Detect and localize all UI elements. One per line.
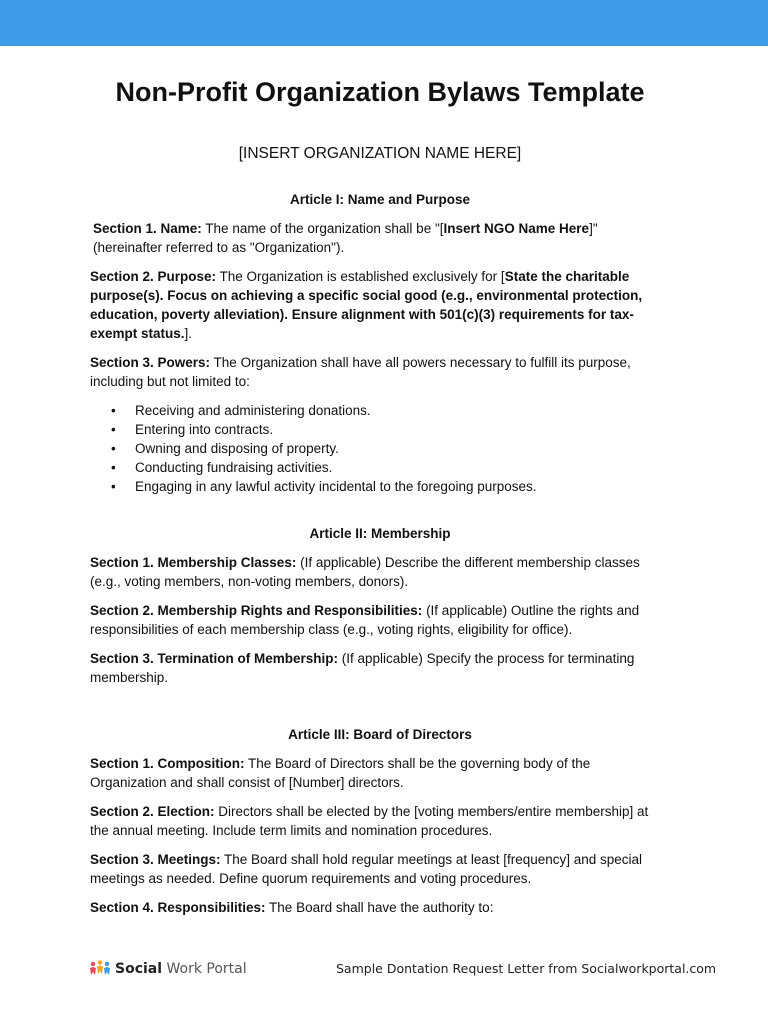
section-text: ]" (hereinafter referred to as "Organization"). (93, 221, 598, 255)
social-work-portal-logo (89, 959, 247, 979)
page-title: Non-Profit Organization Bylaws Template (115, 77, 645, 107)
list-item: • Receiving and administering donations. (135, 401, 670, 420)
section-label: Section 1. Name: (93, 221, 202, 236)
list-item: • Owning and disposing of property. (135, 439, 670, 458)
placeholder-bold: Insert NGO Name Here (443, 221, 590, 236)
article-3-heading: Article III: Board of Directors (288, 727, 472, 742)
section-text: The Organization is established exclusively for [ (216, 269, 505, 284)
article-3-section-4 (90, 898, 670, 917)
section-label: Section 3. Termination of Membership: (90, 651, 339, 666)
article-3-section-2 (90, 802, 670, 840)
article-1-heading: Article I: Name and Purpose (289, 192, 471, 207)
section-text: Directors shall be elected by the [voting members/entire membership] at the annual meeting. Include term limits and nomination procedures. (90, 804, 649, 838)
article-1-section-2 (90, 267, 670, 343)
list-item: • Engaging in any lawful activity incidental to the foregoing purposes. (135, 477, 670, 496)
logo-word-work-portal: Work Portal (162, 961, 247, 977)
section-text: The Board of Directors shall be the governing body of the Organization and shall consist of [Number] directors. (90, 756, 591, 790)
document-body (90, 74, 670, 917)
section-label: Section 3. Powers: (90, 355, 211, 370)
section-text: The Organization shall have all powers necessary to fulfill its purpose, including but not limited to: (90, 355, 631, 389)
section-label: Section 1. Membership Classes: (90, 555, 297, 570)
section-label: Section 2. Purpose: (90, 269, 217, 284)
logo-word-social: Social (115, 961, 163, 977)
article-2-section-3 (90, 649, 670, 687)
article-1-section-1 (90, 219, 670, 257)
footer-caption: Sample Dontation Request Letter from Socialworkportal.com (336, 961, 717, 976)
article-3-section-1 (90, 754, 670, 792)
section-text: The name of the organization shall be "[ (201, 221, 444, 236)
list-item: • Conducting fundraising activities. (135, 458, 670, 477)
section-text: (If applicable) Outline the rights and responsibilities of each membership class (e.g., voting rights, eligibility for office). (90, 603, 640, 637)
article-2-section-1 (90, 553, 670, 591)
section-text: (If applicable) Specify the process for terminating membership. (90, 651, 635, 685)
section-label: Section 4. Responsibilities: (90, 900, 266, 915)
section-label: Section 2. Membership Rights and Responsibilities: (90, 603, 423, 618)
placeholder-bold: State the charitable purpose(s). Focus on achieving a specific social good (e.g., environmental protection, education, poverty alleviation). Ensure alignment with 501(c)(3) requirements for tax-exempt status. (90, 269, 643, 341)
article-2-section-2 (90, 601, 670, 639)
section-text: The Board shall have the authority to: (265, 900, 494, 915)
section-label: Section 1. Composition: (90, 756, 245, 771)
article-2-heading: Article II: Membership (309, 526, 451, 541)
header-bar (0, 0, 768, 46)
organization-name-placeholder: [INSERT ORGANIZATION NAME HERE] (238, 145, 522, 162)
section-text: ]. (184, 326, 193, 341)
article-3-section-3 (90, 850, 670, 888)
section-label: Section 3. Meetings: (90, 852, 221, 867)
section-label: Section 2. Election: (90, 804, 215, 819)
section-text: The Board shall hold regular meetings at least [frequency] and special meetings as needed. Define quorum requirements and voting procedures. (90, 852, 643, 886)
list-item: • Entering into contracts. (135, 420, 670, 439)
logo-wordmark (115, 961, 247, 977)
section-text: (If applicable) Describe the different membership classes (e.g., voting members, non-voting members, donors). (90, 555, 640, 589)
people-icon (89, 959, 111, 979)
article-1-section-3 (90, 353, 670, 391)
powers-list (90, 401, 670, 496)
